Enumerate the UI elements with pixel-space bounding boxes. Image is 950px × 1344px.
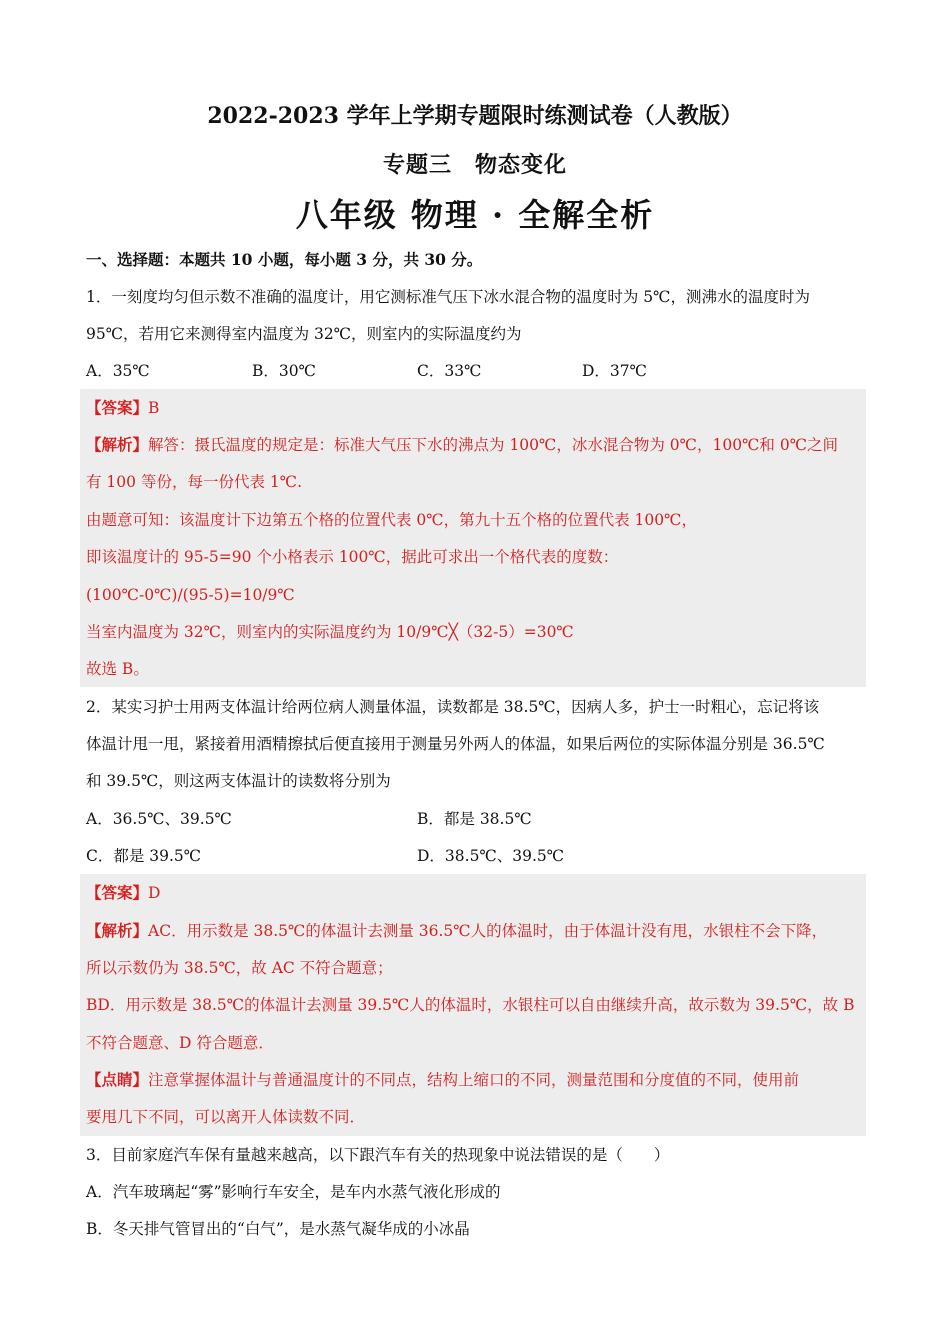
q1-stem-line-1: 1．一刻度均匀但示数不准确的温度计，用它测标准气压下冰水混合物的温度时为 5℃，测沸水的温度时为 xyxy=(86,288,810,306)
q2-analysis-line-4: 不符合题意、D 符合题意． xyxy=(86,1034,274,1052)
q3-option-a: A．汽车玻璃起“雾”影响行车安全，是车内水蒸气液化形成的 xyxy=(86,1183,501,1201)
q1-option-d: D．37℃ xyxy=(582,362,647,380)
q2-option-c: C．都是 39.5℃ xyxy=(86,847,202,865)
q1-analysis-tag: 【解析】 xyxy=(86,435,149,454)
q1-analysis-line-6: 当室内温度为 32℃，则室内的实际温度约为 10/9℃╳（32-5）=30℃ xyxy=(86,623,574,641)
q2-comment-text-1: 注意掌握体温计与普通温度计的不同点，结构上缩口的不同，测量范围和分度值的不同，使用前 xyxy=(148,1071,800,1089)
q1-analysis-text-1: 解答：摄氏温度的规定是：标准大气压下水的沸点为 100℃，冰水混合物为 0℃，100℃和 0℃之间 xyxy=(148,436,839,454)
subject-title: 八年级 物理 · 全解全析 xyxy=(295,196,655,234)
q1-analysis-line-4: 即该温度计的 95-5=90 个小格表示 100℃，据此可求出一个格代表的度数： xyxy=(86,548,619,566)
q2-option-a: A．36.5℃、39.5℃ xyxy=(86,810,232,828)
q1-option-c: C．33℃ xyxy=(417,362,482,380)
q2-analysis-text-1: AC．用示数是 38.5℃的体温计去测量 36.5℃人的体温时，由于体温计没有甩，水银柱不会下降， xyxy=(148,922,828,940)
q2-answer-line xyxy=(86,882,866,904)
q2-option-b: B．都是 38.5℃ xyxy=(417,810,532,828)
q3-option-b: B．冬天排气管冒出的“白气”，是水蒸气凝华成的小冰晶 xyxy=(86,1220,470,1238)
q2-analysis-line-2: 所以示数仍为 38.5℃，故 AC 不符合题意； xyxy=(86,959,393,977)
q2-comment-tag: 【点睛】 xyxy=(86,1070,149,1089)
q2-answer-tag: 【答案】 xyxy=(86,883,149,902)
topic-title: 专题三 物态变化 xyxy=(382,152,567,178)
q2-analysis-line-3: BD．用示数是 38.5℃的体温计去测量 39.5℃人的体温时，水银柱可以自由继续升高，故示数为 39.5℃，故 B xyxy=(86,996,855,1014)
q2-option-d: D．38.5℃、39.5℃ xyxy=(417,847,565,865)
q2-analysis-line-1 xyxy=(86,920,866,942)
section-heading: 一、选择题：本题共 10 小题，每小题 3 分，共 30 分。 xyxy=(86,250,483,269)
q1-analysis-line-5: (100℃-0℃)/(95-5)=10/9℃ xyxy=(86,586,295,604)
q1-analysis-line-7: 故选 B。 xyxy=(86,660,149,678)
q2-stem-line-3: 和 39.5℃，则这两支体温计的读数将分别为 xyxy=(86,772,391,790)
q2-comment-line-2: 要甩几下不同，可以离开人体读数不同． xyxy=(86,1108,366,1126)
q1-analysis-line-2: 有 100 等份，每一份代表 1℃. xyxy=(86,473,302,491)
q2-stem-line-1: 2．某实习护士用两支体温计给两位病人测量体温，读数都是 38.5℃，因病人多，护士一时粗心，忘记将该 xyxy=(86,698,820,716)
q1-analysis-line-3: 由题意可知：该温度计下边第五个格的位置代表 0℃，第九十五个格的位置代表 100℃， xyxy=(86,511,697,529)
q3-stem: 3．目前家庭汽车保有量越来越高，以下跟汽车有关的热现象中说法错误的是（ ） xyxy=(86,1146,670,1164)
q1-analysis-line-1 xyxy=(86,434,866,456)
q2-comment-line-1 xyxy=(86,1069,866,1091)
q1-answer-tag: 【答案】 xyxy=(86,398,149,417)
q1-answer: B xyxy=(148,399,160,417)
q1-stem-line-2: 95℃，若用它来测得室内温度为 32℃，则室内的实际温度约为 xyxy=(86,325,522,343)
q1-answer-line xyxy=(86,397,866,419)
q2-analysis-tag: 【解析】 xyxy=(86,921,149,940)
q1-option-b: B．30℃ xyxy=(252,362,316,380)
q2-answer: D xyxy=(148,884,161,902)
q2-stem-line-2: 体温计甩一甩，紧接着用酒精擦拭后便直接用于测量另外两人的体温，如果后两位的实际体温分别是 36.5℃ xyxy=(86,735,825,753)
q1-option-a: A．35℃ xyxy=(86,362,150,380)
exam-title: 2022-2023 学年上学期专题限时练测试卷（人教版） xyxy=(207,103,743,129)
